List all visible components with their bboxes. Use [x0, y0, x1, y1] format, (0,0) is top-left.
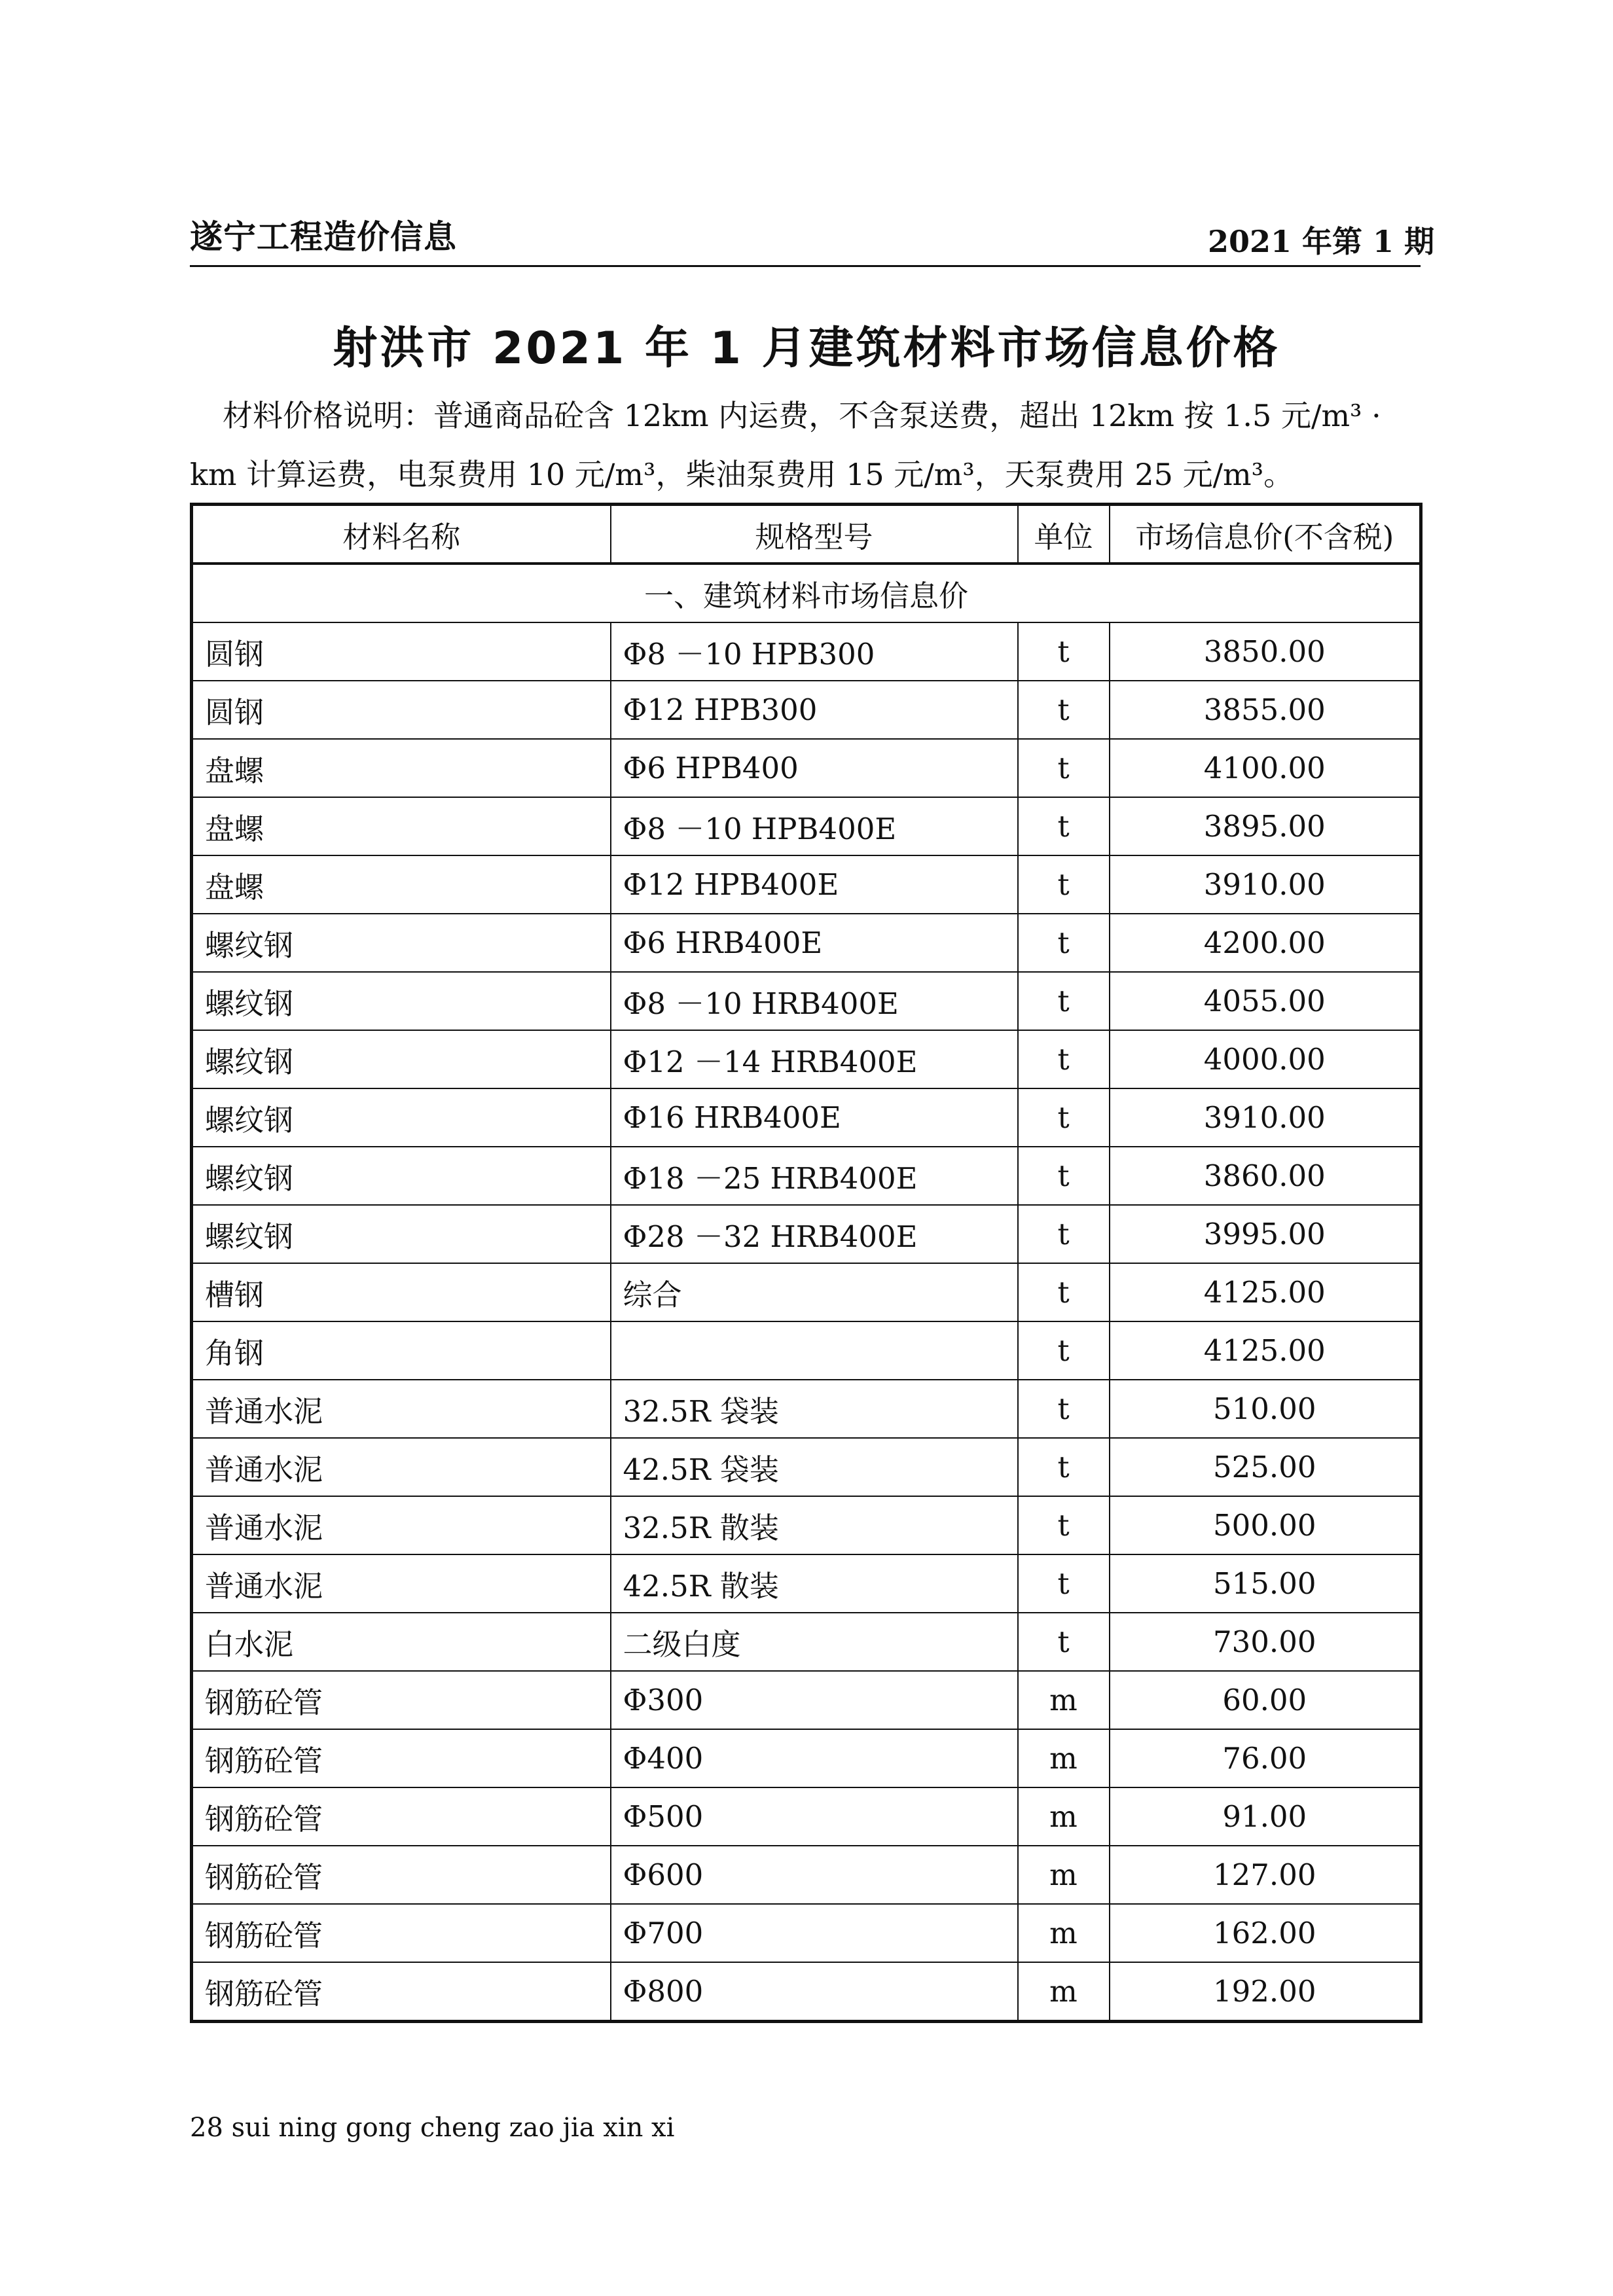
column-header-unit: 单位 — [1018, 505, 1110, 564]
table-row — [192, 1380, 1421, 1438]
unit-cell: t — [1018, 1496, 1110, 1554]
unit-cell: m — [1018, 1729, 1110, 1787]
material-name-cell: 螺纹钢 — [192, 1147, 611, 1205]
material-name-cell: 钢筋砼管 — [192, 1962, 611, 2022]
unit-cell: m — [1018, 1846, 1110, 1904]
spec-cell: Φ18 －25 HRB400E — [611, 1147, 1018, 1205]
material-name-cell: 螺纹钢 — [192, 914, 611, 972]
publication-name: 遂宁工程造价信息 — [190, 218, 457, 256]
material-name-cell: 钢筋砼管 — [192, 1787, 611, 1846]
price-cell: 4125.00 — [1110, 1263, 1421, 1321]
price-cell: 500.00 — [1110, 1496, 1421, 1554]
table-row — [192, 1438, 1421, 1496]
spec-cell: Φ6 HRB400E — [611, 914, 1018, 972]
material-name-cell: 钢筋砼管 — [192, 1904, 611, 1962]
material-name-cell: 盘螺 — [192, 855, 611, 914]
unit-cell: t — [1018, 1438, 1110, 1496]
table-row — [192, 1088, 1421, 1147]
table-row — [192, 972, 1421, 1030]
price-cell: 3855.00 — [1110, 681, 1421, 739]
unit-cell: t — [1018, 1554, 1110, 1613]
material-name-cell: 盘螺 — [192, 739, 611, 797]
price-cell: 60.00 — [1110, 1671, 1421, 1729]
price-cell: 730.00 — [1110, 1613, 1421, 1671]
material-name-cell: 钢筋砼管 — [192, 1846, 611, 1904]
price-cell: 4125.00 — [1110, 1321, 1421, 1380]
spec-cell: Φ8 －10 HPB400E — [611, 797, 1018, 855]
header-divider — [190, 265, 1421, 267]
table-row — [192, 681, 1421, 739]
price-table — [190, 503, 1423, 2023]
table-row — [192, 1729, 1421, 1787]
section-row — [192, 564, 1421, 622]
spec-cell: Φ700 — [611, 1904, 1018, 1962]
table-row — [192, 1321, 1421, 1380]
material-name-cell: 螺纹钢 — [192, 972, 611, 1030]
table-row — [192, 855, 1421, 914]
material-name-cell: 白水泥 — [192, 1613, 611, 1671]
material-name-cell: 普通水泥 — [192, 1554, 611, 1613]
price-cell: 127.00 — [1110, 1846, 1421, 1904]
price-cell: 3910.00 — [1110, 1088, 1421, 1147]
table-header-row — [192, 505, 1421, 564]
spec-cell: Φ28 －32 HRB400E — [611, 1205, 1018, 1263]
unit-cell: t — [1018, 1205, 1110, 1263]
price-cell: 525.00 — [1110, 1438, 1421, 1496]
material-name-cell: 槽钢 — [192, 1263, 611, 1321]
unit-cell: t — [1018, 1088, 1110, 1147]
spec-cell: Φ400 — [611, 1729, 1018, 1787]
price-cell: 4100.00 — [1110, 739, 1421, 797]
unit-cell: m — [1018, 1962, 1110, 2022]
table-row — [192, 1787, 1421, 1846]
unit-cell: m — [1018, 1671, 1110, 1729]
unit-cell: t — [1018, 1321, 1110, 1380]
spec-cell: 42.5R 散装 — [611, 1554, 1018, 1613]
table-row — [192, 1554, 1421, 1613]
spec-cell: Φ8 －10 HPB300 — [611, 622, 1018, 681]
material-name-cell: 螺纹钢 — [192, 1088, 611, 1147]
material-name-cell: 角钢 — [192, 1321, 611, 1380]
table-row — [192, 1904, 1421, 1962]
price-cell: 4000.00 — [1110, 1030, 1421, 1088]
material-name-cell: 螺纹钢 — [192, 1205, 611, 1263]
material-name-cell: 螺纹钢 — [192, 1030, 611, 1088]
table-row — [192, 1496, 1421, 1554]
issue-number: 2021 年第 1 期 — [1208, 224, 1435, 259]
material-name-cell: 钢筋砼管 — [192, 1729, 611, 1787]
unit-cell: t — [1018, 1380, 1110, 1438]
material-name-cell: 圆钢 — [192, 622, 611, 681]
material-name-cell: 钢筋砼管 — [192, 1671, 611, 1729]
price-cell: 3910.00 — [1110, 855, 1421, 914]
material-name-cell: 普通水泥 — [192, 1380, 611, 1438]
unit-cell: t — [1018, 1147, 1110, 1205]
spec-cell: Φ8 －10 HRB400E — [611, 972, 1018, 1030]
table-row — [192, 1671, 1421, 1729]
table-row — [192, 622, 1421, 681]
material-name-cell: 盘螺 — [192, 797, 611, 855]
spec-cell: Φ6 HPB400 — [611, 739, 1018, 797]
price-cell: 4055.00 — [1110, 972, 1421, 1030]
spec-cell: Φ300 — [611, 1671, 1018, 1729]
unit-cell: t — [1018, 1263, 1110, 1321]
price-cell: 91.00 — [1110, 1787, 1421, 1846]
table-row — [192, 1962, 1421, 2022]
section-title: 一、建筑材料市场信息价 — [192, 564, 1421, 622]
table-row — [192, 1030, 1421, 1088]
unit-cell: t — [1018, 739, 1110, 797]
material-name-cell: 普通水泥 — [192, 1438, 611, 1496]
unit-cell: t — [1018, 972, 1110, 1030]
unit-cell: t — [1018, 855, 1110, 914]
table-row — [192, 739, 1421, 797]
spec-cell: Φ12 HPB300 — [611, 681, 1018, 739]
price-note: 材料价格说明：普通商品砼含 12km 内运费，不含泵送费，超出 12km 按 1.5 元/m³ · km 计算运费，电泵费用 10 元/m³，柴油泵费用 15 元/m³，天泵费用 25 元/m³。 — [190, 398, 1381, 492]
spec-cell: Φ16 HRB400E — [611, 1088, 1018, 1147]
price-cell: 510.00 — [1110, 1380, 1421, 1438]
material-name-cell: 圆钢 — [192, 681, 611, 739]
unit-cell: t — [1018, 1030, 1110, 1088]
column-header-name: 材料名称 — [192, 505, 611, 564]
table-row — [192, 1846, 1421, 1904]
unit-cell: t — [1018, 1613, 1110, 1671]
spec-cell: Φ12 －14 HRB400E — [611, 1030, 1018, 1088]
spec-cell: Φ600 — [611, 1846, 1018, 1904]
price-cell: 76.00 — [1110, 1729, 1421, 1787]
spec-cell: 二级白度 — [611, 1613, 1018, 1671]
column-header-price: 市场信息价(不含税) — [1110, 505, 1421, 564]
page-title: 射洪市 2021 年 1 月建筑材料市场信息价格 — [333, 323, 1280, 374]
price-cell: 3995.00 — [1110, 1205, 1421, 1263]
table-row — [192, 797, 1421, 855]
unit-cell: t — [1018, 914, 1110, 972]
table-row — [192, 1147, 1421, 1205]
spec-cell: 32.5R 散装 — [611, 1496, 1018, 1554]
price-cell: 192.00 — [1110, 1962, 1421, 2022]
spec-cell: Φ500 — [611, 1787, 1018, 1846]
column-header-spec: 规格型号 — [611, 505, 1018, 564]
price-cell: 162.00 — [1110, 1904, 1421, 1962]
unit-cell: t — [1018, 797, 1110, 855]
spec-cell: 42.5R 袋装 — [611, 1438, 1018, 1496]
price-cell: 3860.00 — [1110, 1147, 1421, 1205]
unit-cell: t — [1018, 681, 1110, 739]
page-footer: 28 sui ning gong cheng zao jia xin xi — [190, 2113, 675, 2143]
price-cell: 3850.00 — [1110, 622, 1421, 681]
spec-cell: Φ800 — [611, 1962, 1018, 2022]
spec-cell: 32.5R 袋装 — [611, 1380, 1018, 1438]
material-name-cell: 普通水泥 — [192, 1496, 611, 1554]
unit-cell: m — [1018, 1787, 1110, 1846]
unit-cell: m — [1018, 1904, 1110, 1962]
table-row — [192, 1205, 1421, 1263]
spec-cell — [611, 1321, 1018, 1380]
price-cell: 3895.00 — [1110, 797, 1421, 855]
price-cell: 515.00 — [1110, 1554, 1421, 1613]
spec-cell: Φ12 HPB400E — [611, 855, 1018, 914]
table-row — [192, 1613, 1421, 1671]
spec-cell: 综合 — [611, 1263, 1018, 1321]
price-cell: 4200.00 — [1110, 914, 1421, 972]
table-row — [192, 914, 1421, 972]
table-row — [192, 1263, 1421, 1321]
unit-cell: t — [1018, 622, 1110, 681]
